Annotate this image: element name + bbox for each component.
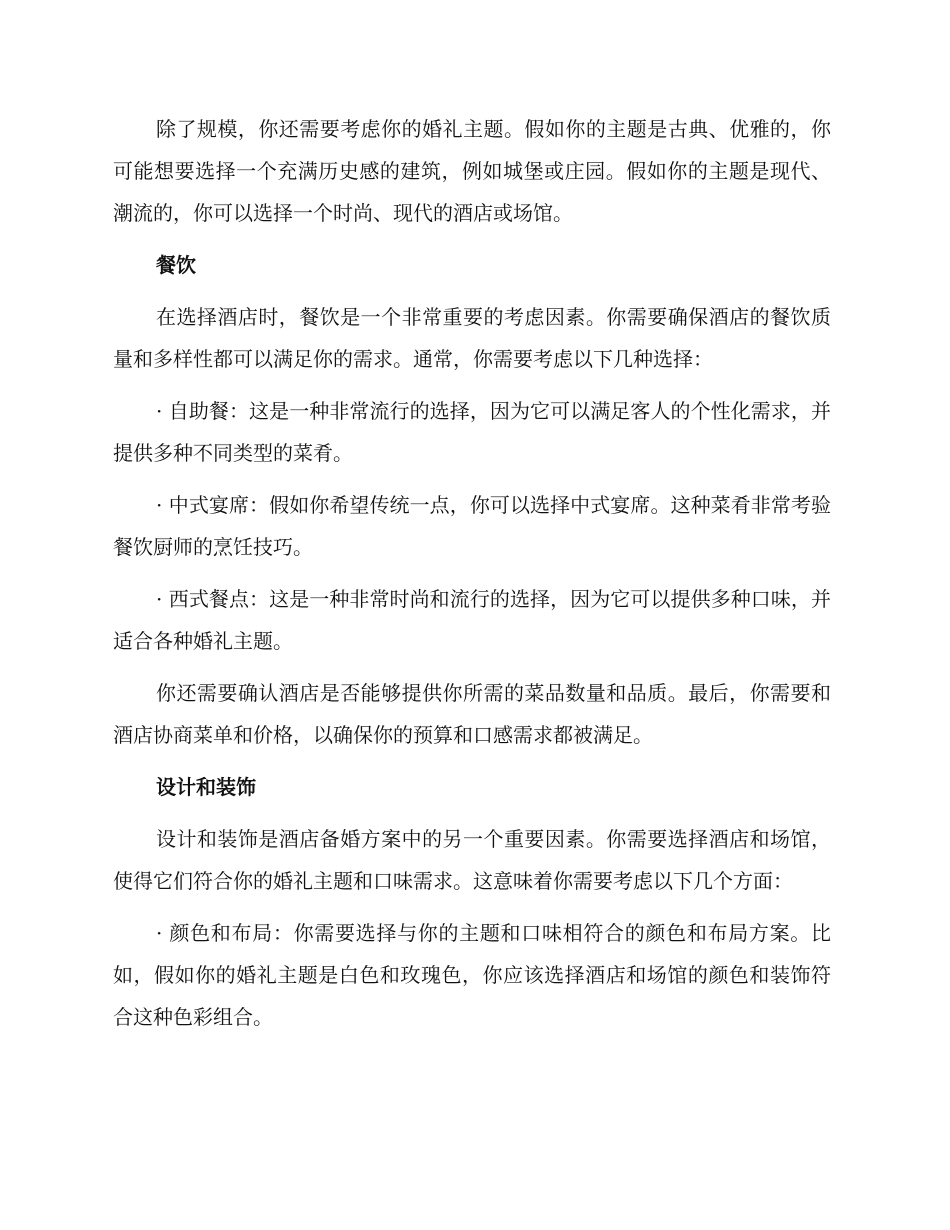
spacer [113,380,831,390]
paragraph-venue-theme: 除了规模，你还需要考虑你的婚礼主题。假如你的主题是古典、优雅的，你可能想要选择一个充满历史感的建筑，例如城堡或庄园。假如你的主题是现代、潮流的，你可以选择一个时尚、现代的酒店或场馆。 [113,117,831,225]
spacer [113,662,831,672]
bullet-chinese-banquet: · 中式宴席：假如你希望传统一点，你可以选择中式宴席。这种菜肴非常考验餐饮厨师的烹饪技巧。 [113,493,831,559]
spacer [113,808,831,818]
bullet-color-layout: · 颜色和布局：你需要选择与你的主题和口味相符合的颜色和布局方案。比如，假如你的婚礼主题是白色和玫瑰色，你应该选择酒店和场馆的颜色和装饰符合这种色彩组合。 [113,921,831,1029]
spacer [113,568,831,578]
heading-catering: 餐饮 [156,253,196,277]
spacer [113,474,831,484]
document-page [113,108,831,1038]
paragraph-catering-intro: 在选择酒店时，餐饮是一个非常重要的考虑因素。你需要确保酒店的餐饮质量和多样性都可以满足你的需求。通常，你需要考虑以下几种选择： [113,305,831,371]
paragraph-design-intro: 设计和装饰是酒店备婚方案中的另一个重要因素。你需要选择酒店和场馆，使得它们符合你的婚礼主题和口味需求。这意味着你需要考虑以下几个方面： [113,827,831,893]
bullet-buffet: · 自助餐：这是一种非常流行的选择，因为它可以满足客人的个性化需求，并提供多种不同类型的菜肴。 [113,399,831,465]
bullet-western-dining: · 西式餐点：这是一种非常时尚和流行的选择，因为它可以提供多种口味，并适合各种婚礼主题。 [113,587,831,653]
paragraph-catering-confirm: 你还需要确认酒店是否能够提供你所需的菜品数量和品质。最后，你需要和酒店协商菜单和价格，以确保你的预算和口感需求都被满足。 [113,681,831,747]
spacer [113,286,831,296]
heading-design-decor: 设计和装饰 [156,775,256,799]
spacer [113,756,831,766]
spacer [113,902,831,912]
spacer [113,234,831,244]
